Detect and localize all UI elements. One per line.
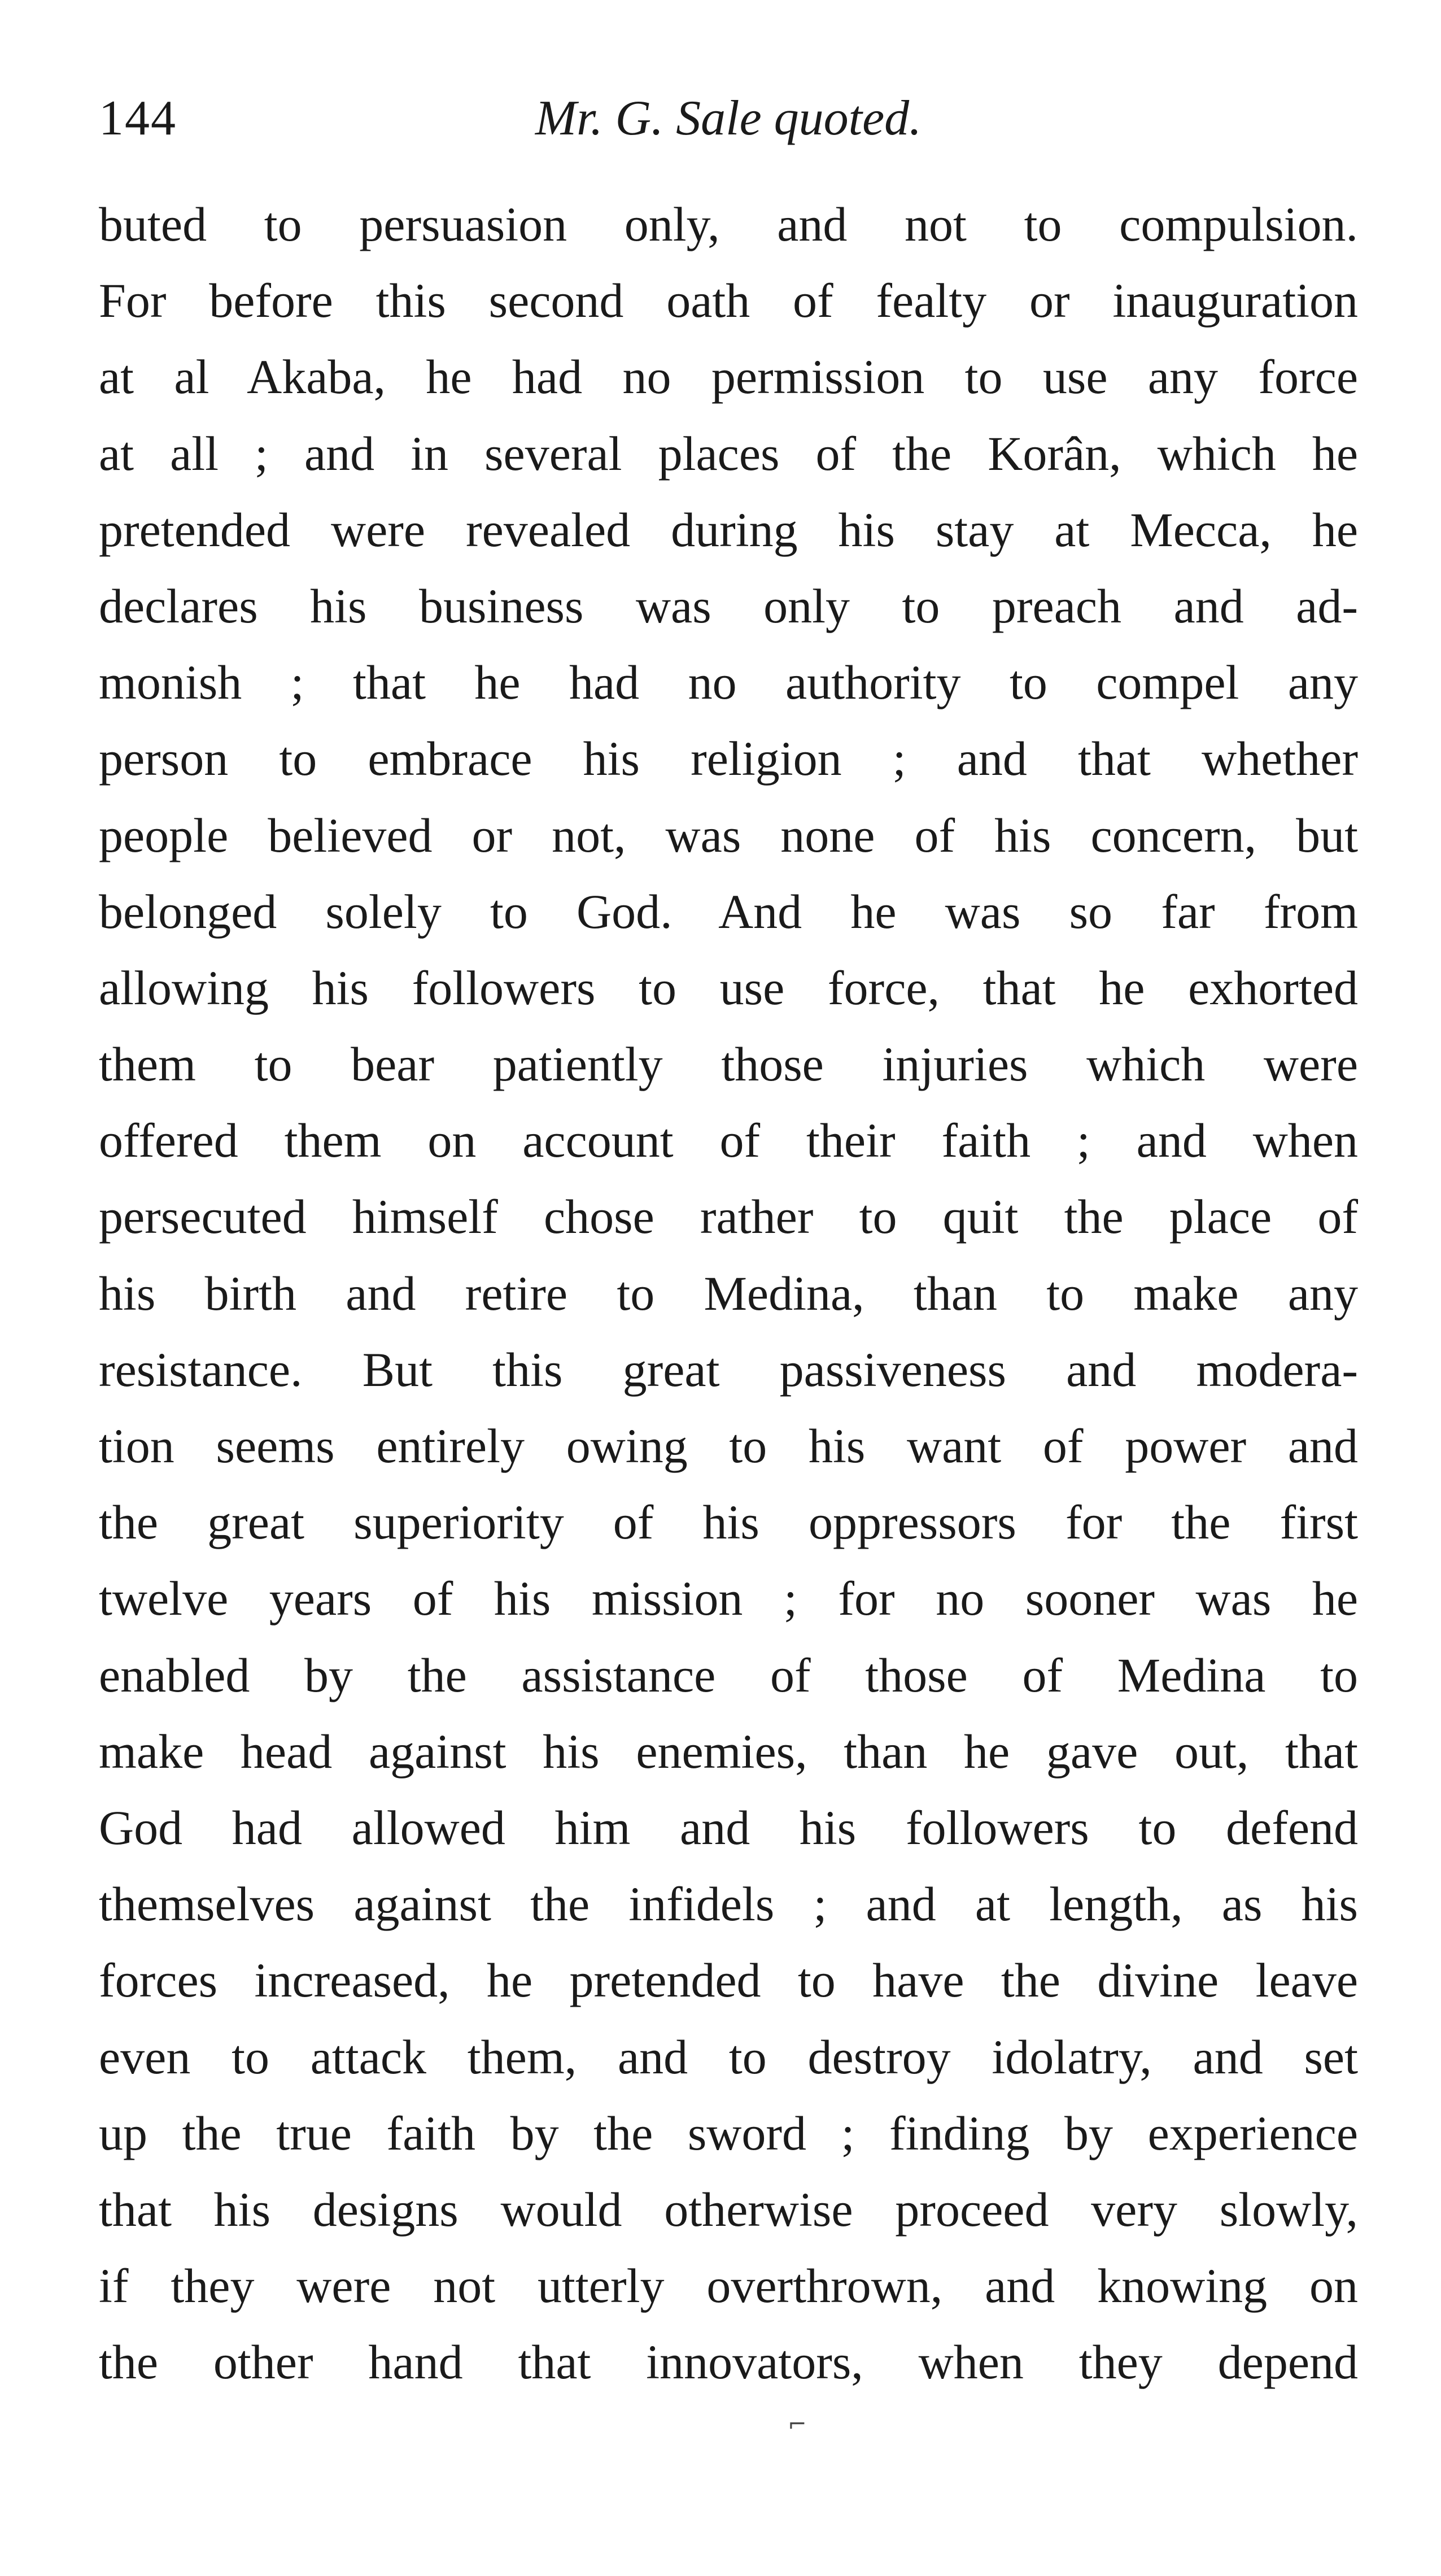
text-line: the other hand that innovators, when they depend	[99, 2335, 1358, 2390]
text-line: declares his business was only to preach and ad-	[99, 578, 1358, 633]
running-title: Mr. G. Sale quoted.	[535, 91, 922, 146]
text-line: twelve years of his mission ; for no sooner was he	[99, 1571, 1358, 1626]
text-line: people believed or not, was none of his concern, but	[99, 808, 1358, 862]
text-line: offered them on account of their faith ; and when	[99, 1113, 1358, 1168]
text-line: persecuted himself chose rather to quit the place of	[99, 1189, 1358, 1244]
text-line: resistance. But this great passiveness and modera-	[99, 1342, 1358, 1397]
print-mark: ⌐	[788, 2412, 807, 2438]
text-line: buted to persuasion only, and not to compulsion.	[99, 197, 1358, 251]
text-line: that his designs would otherwise proceed very slowly,	[99, 2182, 1358, 2237]
body-text	[99, 186, 1358, 2400]
text-line: them to bear patiently those injuries which were	[99, 1037, 1358, 1092]
text-line: even to attack them, and to destroy idolatry, and set	[99, 2029, 1358, 2084]
text-line: themselves against the infidels ; and at length, as his	[99, 1877, 1358, 1932]
text-line: belonged solely to God. And he was so far from	[99, 884, 1358, 939]
page-number: 144	[99, 91, 177, 146]
text-line: pretended were revealed during his stay at Mecca, he	[99, 502, 1358, 557]
text-line: person to embrace his religion ; and that whether	[99, 731, 1358, 786]
text-line: the great superiority of his oppressors for the first	[99, 1495, 1358, 1550]
page-header	[99, 85, 1358, 152]
text-line: if they were not utterly overthrown, and knowing on	[99, 2259, 1358, 2313]
text-line: For before this second oath of fealty or inauguration	[99, 273, 1358, 328]
text-line: up the true faith by the sword ; finding by experience	[99, 2106, 1358, 2160]
text-line: at al Akaba, he had no permission to use any force	[99, 350, 1358, 404]
text-line: his birth and retire to Medina, than to make any	[99, 1266, 1358, 1320]
text-line: allowing his followers to use force, that he exhorted	[99, 960, 1358, 1015]
text-line: God had allowed him and his followers to defend	[99, 1800, 1358, 1855]
text-line: tion seems entirely owing to his want of power and	[99, 1419, 1358, 1473]
text-line: make head against his enemies, than he gave out, that	[99, 1724, 1358, 1779]
text-line: monish ; that he had no authority to compel any	[99, 655, 1358, 710]
text-line: at all ; and in several places of the Korân, which he	[99, 426, 1358, 481]
text-line: forces increased, he pretended to have the divine leave	[99, 1953, 1358, 2008]
text-line: enabled by the assistance of those of Medina to	[99, 1647, 1358, 1702]
